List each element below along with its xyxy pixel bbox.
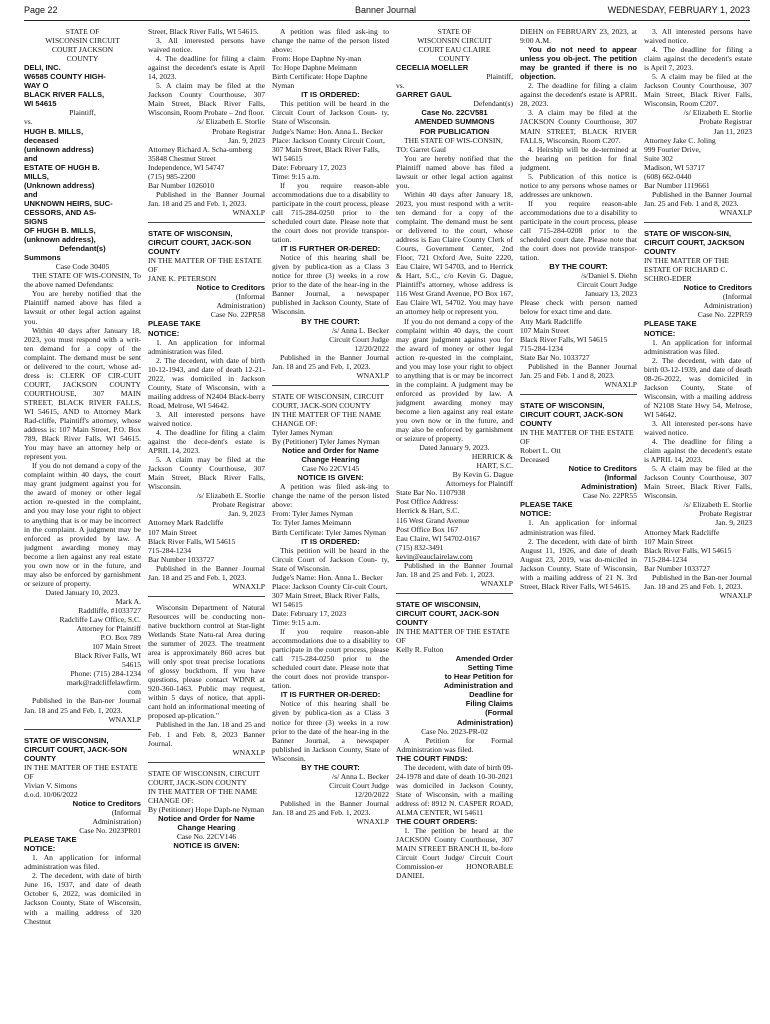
notice-text: 5. A claim may be filed at the Jackson County Courthouse, 307 Main Street, Black River Falls, Wisconsin, Room Probate – 2nd floor. — [148, 81, 265, 118]
notice-text: From: Tyler James Nyman — [272, 509, 353, 519]
notice-text: Administration) — [216, 301, 265, 311]
notice-text: to Hear Petition for — [444, 672, 513, 682]
notice-text: BY THE COURT: — [549, 262, 608, 272]
notice-text: /s/ Anna L. Becker — [332, 325, 389, 335]
header-rule — [24, 20, 750, 21]
notice-text: STATE OF WISCONSIN, CIRCUIT COURT, JACK-SON COUNTY — [272, 391, 384, 410]
notice-text: IN THE MATTER OF THE ESTATE OF — [24, 762, 138, 781]
notice-text: mark@radcliffelawfirm. — [66, 678, 141, 688]
notice-text: STATE OF — [65, 27, 100, 36]
notice-text: W6585 COUNTY HIGH- — [24, 72, 106, 82]
notice-text: 5. A claim may be filed at the Jackson County Courthouse, 307 Main Street, Black River Falls, Wisconsin, Room C207. — [644, 72, 752, 109]
notice-text: WNAXLP — [232, 747, 265, 757]
notice-text: (715) 985-2200 — [148, 171, 196, 181]
notice-text: STATE OF WISCONSIN, CIRCUIT COURT, JACK-SON COUNTY — [24, 735, 127, 763]
notice-text: January 13, 2023 — [584, 289, 637, 299]
notice-text: State Bar No. 1033727 — [520, 352, 590, 362]
page-number: Page 22 — [24, 5, 58, 15]
notice-text: You are hereby notified that the Plaintiff named above has filed a lawsuit or other legal action against you. — [24, 289, 141, 326]
notice-text: 1. An application for informal administration was filed. — [24, 853, 141, 872]
column-4 — [396, 27, 513, 1017]
notice-separator — [272, 385, 389, 386]
notice-text: Notice to Creditors — [568, 464, 637, 474]
notice-text: Jan. 9, 2023 — [228, 135, 265, 145]
notice-text: Defendant(s) — [473, 99, 513, 109]
notice-text: Within 40 days after January 18, 2023, you must respond with a writ-ten demand for a copy of the complaint. The demand must be sent or delivered to the court, whose address is Eau Claire County Clerk of Courts, Government Center, 2nd Floor, 721 Oxford Ave, Suite 2220, Eau Claire, WI 54703, and to Herrick & Hart, S.C., c/o Kevin G. Dague, Plaintiff's attorney, whose address is 116 West Grand Avenue, PO Box 167, Eau Claire WI, 54702. You may have an attorney help or represent you. — [396, 189, 513, 317]
notice-text: 1. The petition be heard at the JACKSON County Courthouse, 307 MAIN STREET BRANCH II, be-fore Circuit Court Judge/ Circuit Court Commission-er HONORABLE DANIEL — [396, 826, 513, 881]
notice-text: 4. The deadline for filing a claim against the decedent's estate is April 14, 2023. — [148, 54, 265, 82]
notice-text: IT IS ORDERED: — [301, 90, 360, 100]
notice-text: A Petition for Formal Administration was filed. — [396, 735, 513, 754]
notice-text: 3. All interested persons have waived notice. — [148, 409, 265, 428]
notice-text: Notice to Creditors — [72, 798, 141, 808]
notice-text: MILLS, — [24, 171, 49, 181]
notice-text: THE COURT FINDS: — [396, 753, 468, 763]
notice-text: /s/ Anna L. Becker — [332, 771, 389, 781]
notice-text: PLEASE TAKE — [520, 500, 573, 510]
notice-text: Phone: (715) 284-1234 — [70, 669, 141, 679]
notice-text: COUNTY — [66, 54, 99, 64]
notice-text: COUNTY — [438, 54, 471, 64]
notice-text: GARRET GAUL — [396, 90, 452, 100]
notice-text: /s/ Elizabeth E. Storlie — [683, 108, 752, 118]
notice-text: 107 Main Street — [644, 536, 693, 546]
notice-text: Atty Mark Radcliffe — [520, 316, 582, 326]
notice-text: JANE K. PETERSON — [148, 274, 217, 284]
notice-text: Attorney Jake C. Joling — [644, 135, 716, 145]
notice-text: Published in the Banner Journal Jan. 18 and 25 and Feb. 1, 2023. — [272, 798, 389, 817]
notice-text: Birth Certificate: Hope Daphne Nyman — [272, 72, 368, 91]
notice-text: You do not need to appear unless you ob-ject. The petition may be granted if there is no objection. — [520, 45, 637, 82]
notice-text: HART, S.C. — [476, 461, 513, 471]
notice-text: Jan. 9, 2023 — [715, 518, 752, 528]
notice-text: (Informal — [111, 807, 141, 817]
notice-text: IN THE MATTER OF THE ESTATE OF RICHARD C. SCHRO-EDER — [644, 256, 729, 284]
notice-text: IT IS ORDERED: — [301, 536, 360, 546]
notice-text: 12/20/2022 — [354, 789, 389, 799]
notice-text: (608) 662-0440 — [644, 171, 692, 181]
notice-text: Madison, WI 53717 — [644, 162, 705, 172]
notice-text: (Informal — [604, 473, 637, 483]
notice-text: WAY O — [24, 81, 49, 91]
notice-text: 1. An application for informal administration was filed. — [148, 337, 265, 356]
notice-text: /s/Daniel S. Diehn — [581, 271, 637, 281]
notice-text: NOTICE: — [24, 844, 56, 854]
notice-text: Administration) — [456, 717, 513, 727]
notice-text: (Informal — [722, 292, 752, 302]
notice-text: This petition will be heard in the Circuit Court of Jackson Coun- ty, State of Wisconsin. — [272, 99, 389, 127]
notice-text: Bar Number 1119661 — [644, 180, 710, 190]
page-header — [0, 0, 770, 22]
notice-text: WNAXLP — [480, 578, 513, 588]
notice-separator — [520, 394, 637, 395]
notice-text: THE STATE OF WIS-CONSIN, To the above named Defendants: — [24, 271, 141, 290]
notice-text: To: Tyler James Meimann — [272, 518, 352, 528]
notice-text: COURT JACKSON — [51, 45, 114, 55]
notice-text: Street, Black River Falls, WI 54615. — [148, 27, 259, 36]
notice-text: Time: 9:15 a.m. — [272, 618, 321, 627]
notice-text: Black River Falls, WI 54615 — [520, 334, 608, 344]
notice-separator — [24, 729, 141, 730]
notice-text: Within 40 days after January 18, 2023, you must respond with a writ-ten demand for a copy of the complaint. The demand must be sent or delivered to the court, whose ad-dress is: CLERK OF CIR-CUIT COURT, JACKSON COUNTY COURTHOUSE, 307 MAIN STREET, BLACK RIVER FALLS, WI 54615, AND to Attorney Mark Rad-cliffe, Plaintiff's attorney, whose address is: 107 Main Street, P.O. Box 789, Black River Falls, WI 54615. You may have an attorney help or represent you. — [24, 325, 141, 462]
notice-text: NOTICE: — [148, 328, 180, 338]
notice-text: /s/ Elizabeth E. Storlie — [196, 491, 265, 501]
notice-text: 3. All interested persons have waived notice. — [148, 36, 265, 55]
notice-text: Place: Jackson County Cir-cuit Court, 307 Main Street, Black River Falls, WI 54615 — [272, 581, 388, 609]
notice-text: deceased — [24, 135, 59, 145]
notice-text: If you require reason-able accommodations due to a disability to participate in the court process, please call 715-284-0208 prior to the scheduled court date. Please note that the court does not provide transpor-tation. — [520, 198, 637, 263]
notice-text: IN THE MATTER OF THE NAME CHANGE OF: — [148, 786, 258, 805]
notice-text: Judge's Name: Hon. Anna L. Becker — [272, 572, 383, 582]
notice-text: Independence, WI 54747 — [148, 162, 225, 172]
notice-text: Bar Number 1033727 — [148, 554, 215, 564]
notice-text: Probate Registrar — [212, 500, 265, 510]
notice-text: Case No 22CV145 — [301, 464, 360, 474]
notice-text: Defendant(s) — [59, 244, 106, 254]
notice-text: HERRICK & — [471, 452, 513, 462]
notice-text: Filing Claims — [465, 699, 513, 709]
notice-text: Deceased — [520, 455, 550, 465]
notice-text: Administration) — [92, 817, 141, 827]
notice-text: 2. The decedent, with date of birth 03-12-1939, and date of death 08-26-2022, was domiciled in Jackson County, State of Wisconsin, with a mailing address of N2108 State Hwy 54, Melrose, WI 54642. — [644, 355, 752, 419]
notice-text: and — [24, 153, 38, 163]
notice-text: Published in the Banner Journal Jan. 25 and Feb. 1 and 8, 2023. — [520, 361, 637, 380]
notice-text: TO: Garret Gaul — [396, 144, 447, 154]
notice-text: 715-284-1234 — [148, 545, 192, 555]
notice-text: 116 West Grand Avenue — [396, 515, 470, 525]
notice-text: Dated January 10, 2023. — [45, 587, 120, 597]
notice-text: Dated January 9, 2023. — [419, 443, 490, 453]
notice-text: (Unknown address) — [24, 180, 95, 190]
notice-text: CECELIA MOELLER — [396, 63, 469, 73]
notice-text: 12/20/2022 — [354, 343, 389, 353]
notice-text: 3. All interested per-sons have waived notice. — [644, 418, 752, 438]
notice-text: If you require reason-able accommodations due to a disability to participate in the court process, please call 715-284-0250 prior to the scheduled court date. Please note that the court does not provide transpor-tation. — [272, 180, 389, 245]
notice-text: Case Code 30405 — [55, 262, 110, 272]
notice-text: Herrick & Hart, S.C. — [396, 506, 460, 516]
notice-text: The decedent, with date of birth 09-24-1978 and date of death 10-30-2021 was domiciled in Jackson County, State of Wisconsin, with a mailing address of: 8912 N. CASPER ROAD, ALMA CENTER, WI 54611 — [396, 762, 513, 817]
notice-text: WNAXLP — [719, 207, 752, 217]
notice-text: PLEASE TAKE — [644, 319, 697, 329]
notice-text: Kelly R. Fulton — [396, 645, 444, 655]
column-5 — [520, 27, 637, 1017]
notice-text: CESSORS, AND AS- — [24, 207, 97, 217]
notice-separator — [644, 222, 752, 223]
notice-text: vs. — [24, 117, 33, 127]
notice-text: Suite 302 — [644, 153, 673, 163]
notice-text: Case No. 22PR55 — [582, 491, 637, 501]
notice-text: WNAXLP — [232, 207, 265, 217]
notice-text: WNAXLP — [604, 379, 637, 389]
notice-text: com — [127, 687, 141, 697]
newspaper-name: Banner Journal — [355, 5, 417, 15]
notice-text: Vivian V. Simons — [24, 780, 78, 790]
notice-text: Published in the Banner Journal Jan. 18 and 25 and Feb. 1, 2023. — [396, 560, 513, 579]
column-6 — [644, 27, 752, 1017]
notice-text: WNAXLP — [719, 590, 752, 600]
notice-text: Circuit Court Judge — [577, 280, 637, 290]
notice-text: Administration and — [443, 681, 513, 691]
notice-text: Post Office Address: — [396, 497, 459, 507]
notice-text: Please check with person named below for exact time and date. — [520, 298, 637, 317]
notice-text: COURT EAU CLAIRE — [418, 45, 491, 55]
notice-text: STATE OF WISCONSIN, CIRCUIT COURT, JACK-SON COUNTY — [148, 228, 251, 257]
notice-text: Published in the Banner Journal Jan. 18 and 25 and Feb. 1, 2023. — [148, 189, 265, 208]
notice-text: Circuit Court Judge — [329, 780, 389, 790]
notice-text: Case No. 2023-PR-02 — [421, 726, 488, 736]
notice-text: Bar Number 1033727 — [644, 563, 711, 573]
notice-text: This petition will be heard in the Circuit Court of Jackson Coun- ty, State of Wisconsin. — [272, 545, 389, 573]
notice-text: Deadline for — [469, 690, 513, 700]
notice-text: (715) 832-3491 — [396, 542, 444, 552]
notice-text: IN THE MATTER OF THE ESTATE OF — [148, 256, 262, 275]
notice-text: Notice and Order for Name Change Hearing — [282, 446, 379, 465]
notice-text: If you do not demand a copy of the complaint within 40 days, the court may grant judgment against you for the award of money or other legal action re-quested in the complaint, and you may lose your right to object to anything that is or may be incorrect in the complaint. A judgment may be enforced as provided by law. A judgment awarding money may become a lien against any real estate you own now or in the future, and may also be enforced by garnishment or seizure of property. — [396, 316, 513, 444]
notice-text: ESTATE OF HUGH B. — [24, 162, 100, 172]
notice-text: DIEHN on FEBRUARY 23, 2023, at 9:00 A.M. — [520, 27, 637, 46]
notice-text: Attorney Mark Radcliffe — [644, 527, 720, 537]
notice-text: WNAXLP — [232, 581, 265, 591]
notice-text: THE STATE OF WIS-CONSIN, — [404, 135, 503, 145]
notice-text: 107 Main Street — [520, 325, 569, 335]
notice-text: Tyler James Nyman — [272, 428, 333, 438]
notice-text: Black River Falls, WI — [74, 651, 141, 661]
notice-text: If you require reason-able accommodations due to a disability to participate in the court process, please call 715-284-0250 prior to the scheduled court date. Please note that the court does not provide transpor-tation. — [272, 627, 389, 691]
notice-text: /s/ Elizabeth E. Storlie — [683, 500, 752, 510]
notice-text: 5. Publication of this notice is notice to any persons whose names or addresses are unknown. — [520, 171, 637, 199]
notice-text: 107 Main Street — [148, 527, 197, 537]
notice-text: IN THE MATTER OF THE NAME CHANGE OF: — [272, 409, 382, 428]
notice-text: 715-284-1234 — [520, 343, 564, 353]
notice-text: Case No. 22CV581 — [421, 108, 488, 118]
notice-text: 4. The deadline for filing a claim against the decedent's estate is April 7, 2023. — [644, 45, 752, 73]
notice-text: THE COURT ORDERS: — [396, 817, 478, 827]
notice-text: By (Petitioner) Hope Daph-ne Nyman — [148, 804, 264, 814]
column-3 — [272, 27, 389, 1017]
notice-text: (Informal — [235, 292, 265, 302]
notice-text: Probate Registrar — [699, 509, 752, 519]
notice-text: Date: February 17, 2023 — [272, 162, 347, 172]
notice-text: STATE OF — [437, 27, 472, 36]
notice-text: AMENDED SUMMONS — [414, 117, 495, 127]
notice-text: Case No. 2023PR01 — [79, 826, 141, 836]
notice-text: DELI, INC. — [24, 63, 61, 73]
notice-text: (unknown address), — [24, 235, 96, 245]
notice-text: Raddliffe, #1033727 — [78, 606, 141, 615]
notice-text: Administration) — [703, 301, 752, 311]
notice-text: State Bar No. 1107938 — [396, 488, 466, 498]
notice-text: Plaintiff, — [486, 72, 513, 82]
notice-text: By Kevin G. Dague — [452, 470, 513, 480]
notice-text: Notice and Order for Name Change Hearing — [158, 813, 255, 832]
notice-text: Setting Time — [467, 663, 513, 673]
notice-text: You are hereby notified that the Plaintiff named above has filed a lawsuit or other legal action against you. — [396, 153, 513, 190]
notice-text: Case No. 22CV146 — [176, 831, 237, 841]
notice-text: /s/ Elizabeth E. Storlie — [196, 117, 265, 127]
notice-text: Time: 9:15 a.m. — [272, 171, 321, 181]
notice-text: Amended Order — [455, 654, 513, 664]
notice-text: SIGNS — [24, 216, 48, 226]
notice-text: Post Office Box 167 — [396, 524, 459, 534]
notice-text: Published in the Ban-ner Journal Jan. 18 and 25 and Feb. 1, 2023. — [644, 572, 752, 591]
notice-text: 2. The decedent, with date of birth 10-12-1943, and date of death 12-21-2022, was domiciled in Jackson County, State of Wisconsin, with a mailing address of N2404 Black-berry Road, Melrose, WI 54642. — [148, 355, 265, 410]
notice-text: 1. An application for informal administration was filed. — [520, 518, 637, 537]
notice-text: BY THE COURT: — [301, 316, 360, 326]
notice-text: WNAXLP — [356, 817, 389, 827]
email-link[interactable]: kevin@eauclairelaw.com — [396, 551, 473, 561]
notice-text: Probate Registrar — [212, 126, 265, 136]
column-1 — [24, 27, 141, 1017]
notice-text: Notice to Creditors — [196, 283, 265, 293]
notice-text: Probate Registrar — [699, 117, 752, 127]
notice-text: 5. A claim may be filed at the Jackson County Courthouse, 307 Main Street, Black River Falls, Wisconsin. — [148, 455, 265, 492]
notice-text: d.o.d. 10/06/2022 — [24, 789, 78, 799]
notice-text: Date: February 17, 2023 — [272, 608, 347, 618]
notice-text: IT IS FURTHER OR-DERED: — [280, 244, 381, 254]
notice-text: 2. The decedent, with date of birth August 11, 1926, and date of death August 23, 2019, was do-miciled in Jackson County, State of Wisconsin, with a mailing address of 21 N. 3rd Street, Black River Falls, WI 54615. — [520, 536, 637, 591]
notice-text: Robert L. Ott — [520, 446, 561, 456]
notice-text: (unknown address) — [24, 144, 94, 154]
issue-date: WEDNESDAY, FEBRUARY 1, 2023 — [607, 5, 750, 15]
notice-separator — [396, 593, 513, 594]
notice-text: WNAXLP — [356, 370, 389, 380]
notice-text: Notice to Creditors — [683, 283, 752, 293]
notice-text: vs. — [396, 81, 405, 91]
notice-text: Attorney for Plaintiff — [76, 624, 141, 634]
notice-text: Jan 11, 2023 — [713, 126, 752, 136]
notice-text: Published in the Banner Journal Jan. 25 and Feb. 1 and 8, 2023. — [644, 189, 752, 208]
notice-text: 1. An application for informal administration was filed. — [644, 337, 752, 356]
notice-text: OF HUGH B. MILLS, — [24, 226, 96, 236]
notice-text: IN THE MATTER OF THE ESTATE OF — [520, 428, 634, 447]
notice-text: If you do not demand a copy of the complaint within 40 days, the court may grant judgment against you for the award of money or other legal action re-quested in the complaint, and you may lose your right to object to anything that is or may be incorrect in the complaint. A judgment may be enforced as provided by law. A judgment awarding money may become a lien against any real estate you own now or in the future, and may also be enforced by garnishment or seizure of property. — [24, 461, 141, 588]
notice-text: 4. Heirship will be de-termined at the hearing on petition for final judgment. — [520, 144, 637, 172]
notice-text: Notice of this hearing shall be given by publica-tion as a Class 3 notice for three (3) weeks in a row prior to the date of the hear-ing in the Banner Journal, a newspaper published in Jackson County, State of Wisconsin. — [272, 253, 389, 317]
notice-text: 999 Fourier Drive, — [644, 144, 701, 154]
notice-text: PLEASE TAKE — [24, 835, 77, 845]
notice-text: Jan. 9, 2023 — [228, 509, 265, 519]
notice-text: Published in the Ban-ner Journal Jan. 18 and 25 and Feb. 1, 2023. — [24, 696, 141, 715]
notice-text: PLEASE TAKE — [148, 319, 201, 329]
notice-text: NOTICE IS GIVEN: — [297, 473, 364, 483]
notice-text: STATE OF WISCONSIN, CIRCUIT COURT, JACK-SON COUNTY — [148, 768, 260, 787]
notice-text: STATE OF WISCONSIN, CIRCUIT COURT, JACK-SON COUNTY — [396, 599, 499, 627]
notice-text: WNAXLP — [108, 714, 141, 724]
notice-text: 54615 — [122, 660, 141, 670]
notice-text: By (Petitioner) Tyler James Nyman — [272, 437, 380, 447]
notice-text: Published in the Banner Journal Jan. 18 and 25 and Feb. 1, 2023. — [148, 563, 265, 582]
notice-text: Attorneys for Plaintiff — [445, 479, 513, 489]
notice-text: WI 54615 — [24, 99, 57, 109]
notice-text: UNKNOWN HEIRS, SUC- — [24, 198, 113, 208]
notice-text: WISCONSIN CIRCUIT — [417, 36, 492, 46]
notice-text: 715-284-1234 — [644, 554, 688, 564]
notice-text: From: Hope Daphne Ny-man — [272, 54, 362, 64]
column-2 — [148, 27, 265, 1017]
notice-text: HUGH B. MILLS, — [24, 126, 84, 136]
notice-text: BLACK RIVER FALLS, — [24, 90, 105, 100]
notice-separator — [148, 596, 265, 597]
notice-text: Black River Falls, WI 54615 — [644, 545, 732, 555]
notice-text: NOTICE IS GIVEN: — [173, 841, 240, 851]
notice-text: WISCONSIN CIRCUIT — [45, 36, 120, 46]
notice-text: Plaintiff, — [69, 108, 96, 118]
notice-text: FOR PUBLICATION — [419, 126, 490, 136]
notice-text: To: Hope Daphne Meimann — [272, 63, 357, 73]
notice-text: 2. The deadline for filing a claim against the decedent's estate is APRIL 28, 2023. — [520, 81, 637, 109]
notice-text: 35848 Chestnut Street — [148, 153, 216, 163]
notice-text: Radcliffe Law Office, S.C. — [59, 615, 141, 625]
notice-text: Published in the Banner Journal Jan. 18 and 25 and Feb. 1, 2023. — [272, 352, 389, 371]
notice-text: Attorney Mark Radcliffe — [148, 518, 224, 528]
notice-text: Bar Number 1026010 — [148, 180, 215, 190]
notice-text: NOTICE: — [520, 509, 552, 519]
notice-text: Notice of this hearing shall be given by publica-tion as a Class 3 notice for three (3) weeks in a row prior to the date of the hear-ing in the Banner Journal, a newspaper published in Jackson County, State of Wisconsin. — [272, 699, 389, 763]
notice-text: Case No. 22PR59 — [697, 310, 752, 320]
notice-text: 5. A claim may be filed at the Jackson County Courthouse, 307 Main Street, Black River Falls, Wisconsin. — [644, 464, 752, 501]
notice-text: A petition was filed ask-ing to change the name of the person listed above: — [272, 27, 389, 55]
notice-text: Eau Claire, WI 54702-0167 — [396, 533, 481, 543]
notice-text: STATE OF WISCON-SIN, CIRCUIT COURT, JACKSON COUNTY — [644, 228, 745, 257]
notice-text: 3. All interested persons have waived notice. — [644, 27, 752, 46]
notice-text: STATE OF WISCONSIN, CIRCUIT COURT, JACK-SON COUNTY — [520, 400, 623, 428]
notice-text: Judge's Name: Hon. Anna L. Becker — [272, 126, 383, 136]
notice-text: 107 Main Street — [92, 642, 141, 652]
notice-text: Mark A. — [115, 596, 141, 606]
notice-text: Wisconsin Department of Natural Resources will be conducting non-native buckthorn control at Star-light Wetlands State Natu-ral Area during the summer of 2023. The treatment area is approximately 860 acres but will only spot treat precise locations of glossy buckthorn. If you have questions, please contact WDNR at 920-360-1463. Public may request, within 5 days of notice, that appli-cant hold an informational meeting of proposed ap-plication." — [148, 602, 265, 721]
notice-text: P.O. Box 789 — [100, 633, 141, 643]
notice-text: Black River Falls, WI 54615 — [148, 536, 236, 546]
notice-text: NOTICE: — [644, 328, 676, 338]
notice-text: 4. The deadline for filing a claim against the decedent's estate is APRIL 14, 2023. — [644, 437, 752, 465]
notice-text: A petition was filed ask-ing to change the name of the person listed above: — [272, 482, 389, 510]
notice-text: and — [24, 189, 38, 199]
notice-text: 2. The decedent, with date of birth June 16, 1937, and date of death October 6, 2022, was domiciled in Jackson County, State of Wisconsin, with a mailing address of 320 Chestnut — [24, 871, 141, 926]
notice-text: 4. The deadline for filing a claim against the dece-dent's estate is APRIL 14, 2023. — [148, 428, 265, 456]
notice-text: Administration) — [580, 482, 637, 492]
notice-separator — [148, 762, 265, 763]
notice-text: 3. A claim may be filed at the JACKSON County Courthouse, 307 MAIN STREET, BLACK RIVER FALLS, Wisconsin, Room C207. — [520, 108, 637, 145]
notice-text: Case No. 22PR58 — [210, 310, 265, 320]
notice-text: Published in the Jan. 18 and 25 and Feb. 1 and Feb. 8, 2023 Banner Journal. — [148, 720, 265, 748]
notice-text: (Formal — [485, 708, 513, 718]
notice-text: Summons — [24, 253, 61, 263]
notice-text: IT IS FURTHER OR-DERED: — [280, 690, 381, 700]
notice-text: Place: Jackson County Circuit Court, 307 Main Street, Black River Falls, WI 54615 — [272, 135, 385, 163]
notice-separator — [148, 222, 265, 223]
notice-text: Attorney Richard A. Scha-umberg — [148, 144, 253, 154]
notice-text: BY THE COURT: — [301, 762, 360, 772]
notice-text: Birth Certificate: Tyler James Nyman — [272, 527, 387, 537]
notice-text: Circuit Court Judge — [329, 334, 389, 344]
notice-text: IN THE MATTER OF THE ESTATE OF — [396, 627, 510, 646]
